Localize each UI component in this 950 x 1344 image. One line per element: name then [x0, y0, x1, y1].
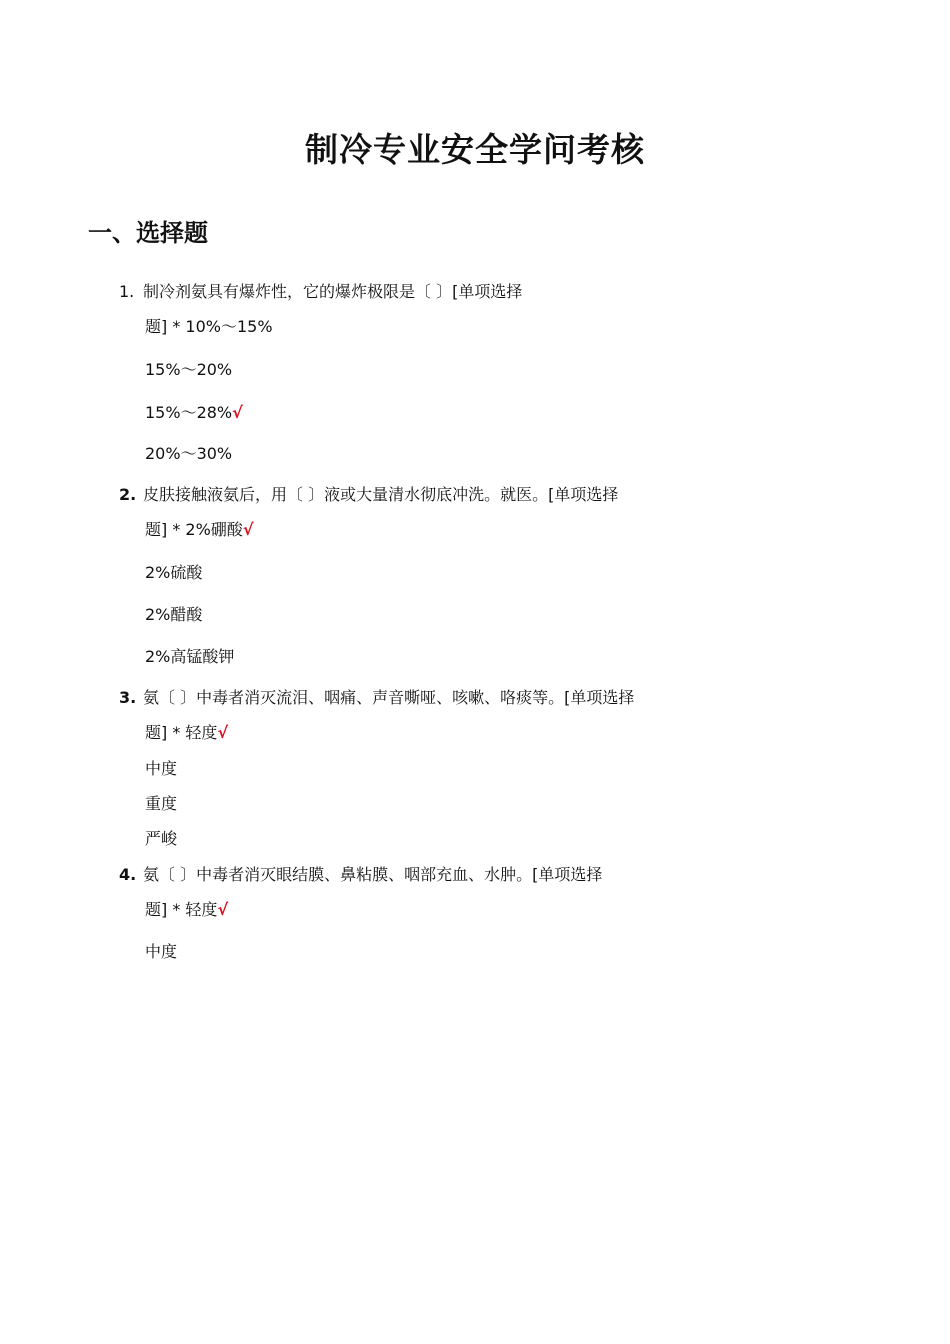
option-3 [145, 603, 202, 627]
option-text: 2%硫酸 [145, 563, 203, 582]
question-number: 4. [119, 865, 137, 884]
option-1: 2%硼酸 [185, 520, 243, 539]
option-text: 重度 [145, 794, 178, 813]
document-title: 制冷专业安全学问考核 [305, 130, 645, 169]
option-text: 严峻 [145, 829, 178, 848]
question-number: 3. [119, 688, 137, 707]
option-text: 2%醋酸 [145, 605, 203, 624]
option-4 [145, 645, 234, 669]
question-number: 1. [119, 282, 135, 301]
question-1-line-2 [145, 315, 273, 339]
question-text: 氨〔 〕中毒者消灭流泪、咽痛、声音嘶哑、咳嗽、咯痰等。[单项选择 [143, 688, 635, 707]
check-mark: √ [217, 900, 229, 919]
question-number: 2. [119, 485, 137, 504]
question-1-line [119, 280, 522, 304]
question-text: 氨〔 〕中毒者消灭眼结膜、鼻粘膜、咽部充血、水肿。[单项选择 [143, 865, 603, 884]
question-4-line-2 [145, 898, 228, 922]
section-heading: 一、选择题 [88, 219, 208, 247]
question-text-continued: 题] * [145, 723, 186, 742]
option-text: 15%～20% [145, 360, 233, 379]
option-1: 轻度 [185, 900, 218, 919]
question-4-line [119, 863, 602, 887]
option-1: 10%～15% [185, 317, 273, 336]
option-text: 15%～28% [145, 403, 233, 422]
option-3 [145, 792, 177, 816]
option-text: 中度 [145, 942, 178, 961]
question-3-line [119, 686, 634, 710]
question-text-continued: 题] * [145, 520, 186, 539]
option-text: 2%高锰酸钾 [145, 647, 235, 666]
question-text: 制冷剂氨具有爆炸性，它的爆炸极限是〔 〕[单项选择 [143, 282, 523, 301]
question-text-continued: 题] * [145, 317, 186, 336]
question-2-line [119, 483, 618, 507]
option-4 [145, 827, 177, 851]
check-mark: √ [242, 520, 254, 539]
question-3-line-2 [145, 721, 228, 745]
option-text: 中度 [145, 759, 178, 778]
question-text-continued: 题] * [145, 900, 186, 919]
option-3 [145, 401, 243, 425]
option-text: 20%～30% [145, 444, 233, 463]
option-2 [145, 358, 232, 382]
option-2 [145, 940, 177, 964]
check-mark: √ [217, 723, 229, 742]
question-text: 皮肤接触液氨后，用〔 〕液或大量清水彻底冲洗。就医。[单项选择 [143, 485, 619, 504]
check-mark: √ [232, 403, 243, 422]
option-2 [145, 561, 202, 585]
question-2-line-2 [145, 518, 253, 542]
option-4 [145, 442, 232, 466]
option-1: 轻度 [185, 723, 218, 742]
option-2 [145, 757, 177, 781]
